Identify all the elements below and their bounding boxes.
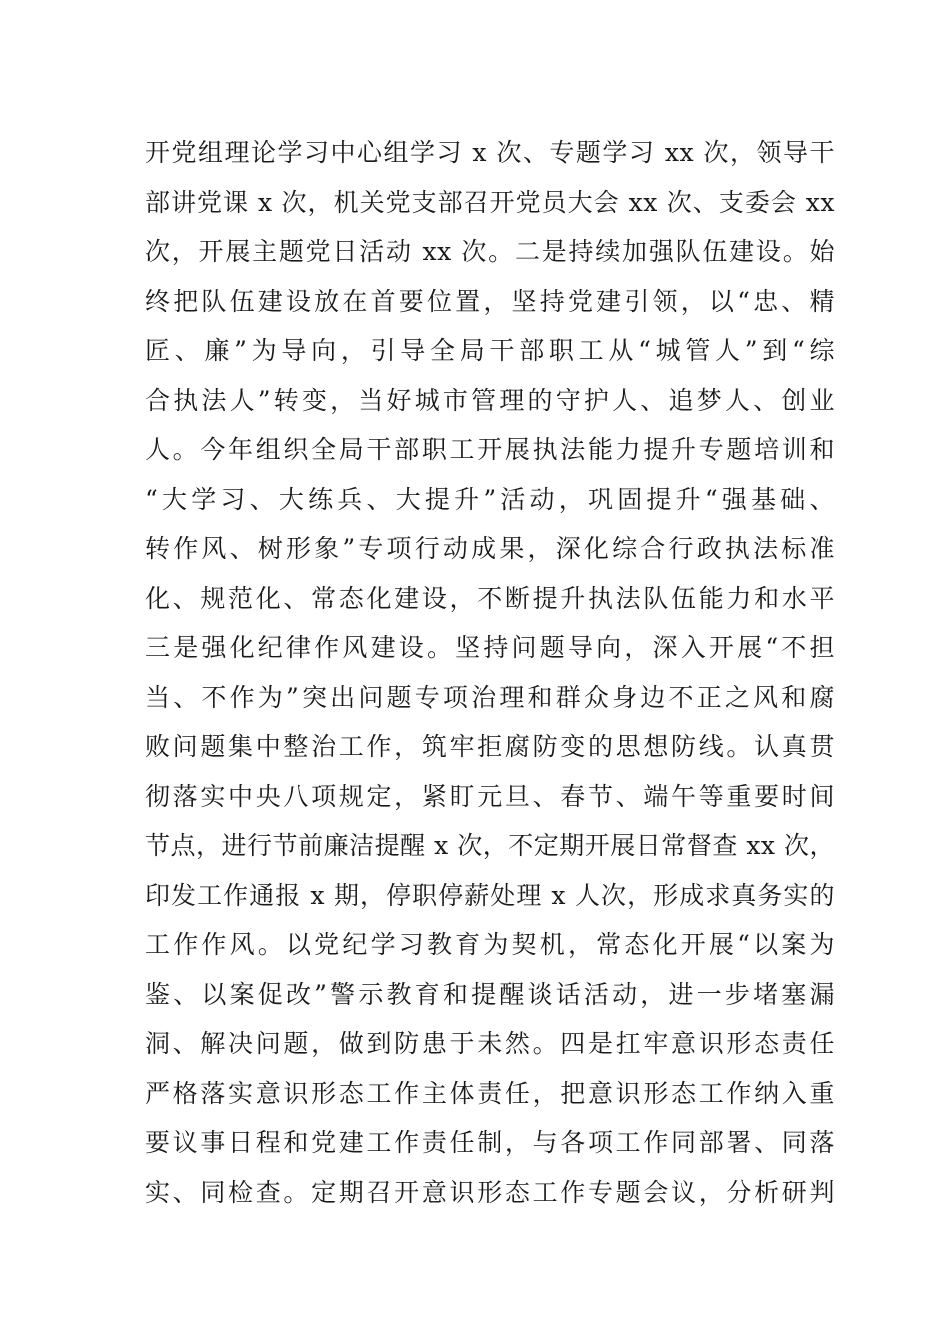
text-line: 开党组理论学习中心组学习 x 次、专题学习 xx 次，领导干 <box>145 138 835 167</box>
text-line: 鉴、以案促改”警示教育和提醒谈话活动，进一步堵塞漏 <box>145 979 835 1009</box>
text-line: 节点，进行节前廉洁提醒 x 次，不定期开展日常督查 xx 次， <box>145 831 835 860</box>
text-line: 彻落实中央八项规定，紧盯元旦、春节、端午等重要时间 <box>145 781 835 811</box>
text-line: 当、不作为”突出问题专项治理和群众身边不正之风和腐 <box>145 682 835 712</box>
text-line: 转作风、树形象”专项行动成果，深化综合行政执法标准 <box>145 534 835 563</box>
text-line: 严格落实意识形态工作主体责任，把意识形态工作纳入重 <box>145 1078 835 1108</box>
text-line: 洞、解决问题，做到防患于未然。四是扛牢意识形态责任 <box>145 1029 835 1058</box>
text-line: 败问题集中整治工作，筑牢拒腐防变的思想防线。认真贯 <box>145 732 835 761</box>
text-line: 工作作风。以党纪学习教育为契机，常态化开展“以案为 <box>145 930 835 959</box>
text-line: “大学习、大练兵、大提升”活动，巩固提升“强基础、 <box>145 484 835 514</box>
text-line: 要议事日程和党建工作责任制，与各项工作同部署、同落 <box>145 1128 835 1157</box>
text-line: 合执法人”转变，当好城市管理的守护人、追梦人、创业 <box>145 385 835 415</box>
text-line: 三是强化纪律作风建设。坚持问题导向，深入开展“不担 <box>145 633 835 662</box>
text-line: 印发工作通报 x 期，停职停薪处理 x 人次，形成求真务实的 <box>145 880 835 910</box>
text-line: 部讲党课 x 次，机关党支部召开党员大会 xx 次、支委会 xx <box>145 187 835 217</box>
text-line: 实、同检查。定期召开意识形态工作专题会议，分析研判 <box>145 1177 835 1207</box>
text-line: 化、规范化、常态化建设，不断提升执法队伍能力和水平 <box>145 583 835 613</box>
text-line: 匠、廉”为导向，引导全局干部职工从“城管人”到“综 <box>145 336 835 365</box>
text-line: 次，开展主题党日活动 xx 次。二是持续加强队伍建设。始 <box>145 237 835 266</box>
body-paragraph <box>145 128 835 1217</box>
text-line: 人。今年组织全局干部职工开展执法能力提升专题培训和 <box>145 435 835 464</box>
text-line: 终把队伍建设放在首要位置，坚持党建引领，以“忠、精 <box>145 286 835 316</box>
